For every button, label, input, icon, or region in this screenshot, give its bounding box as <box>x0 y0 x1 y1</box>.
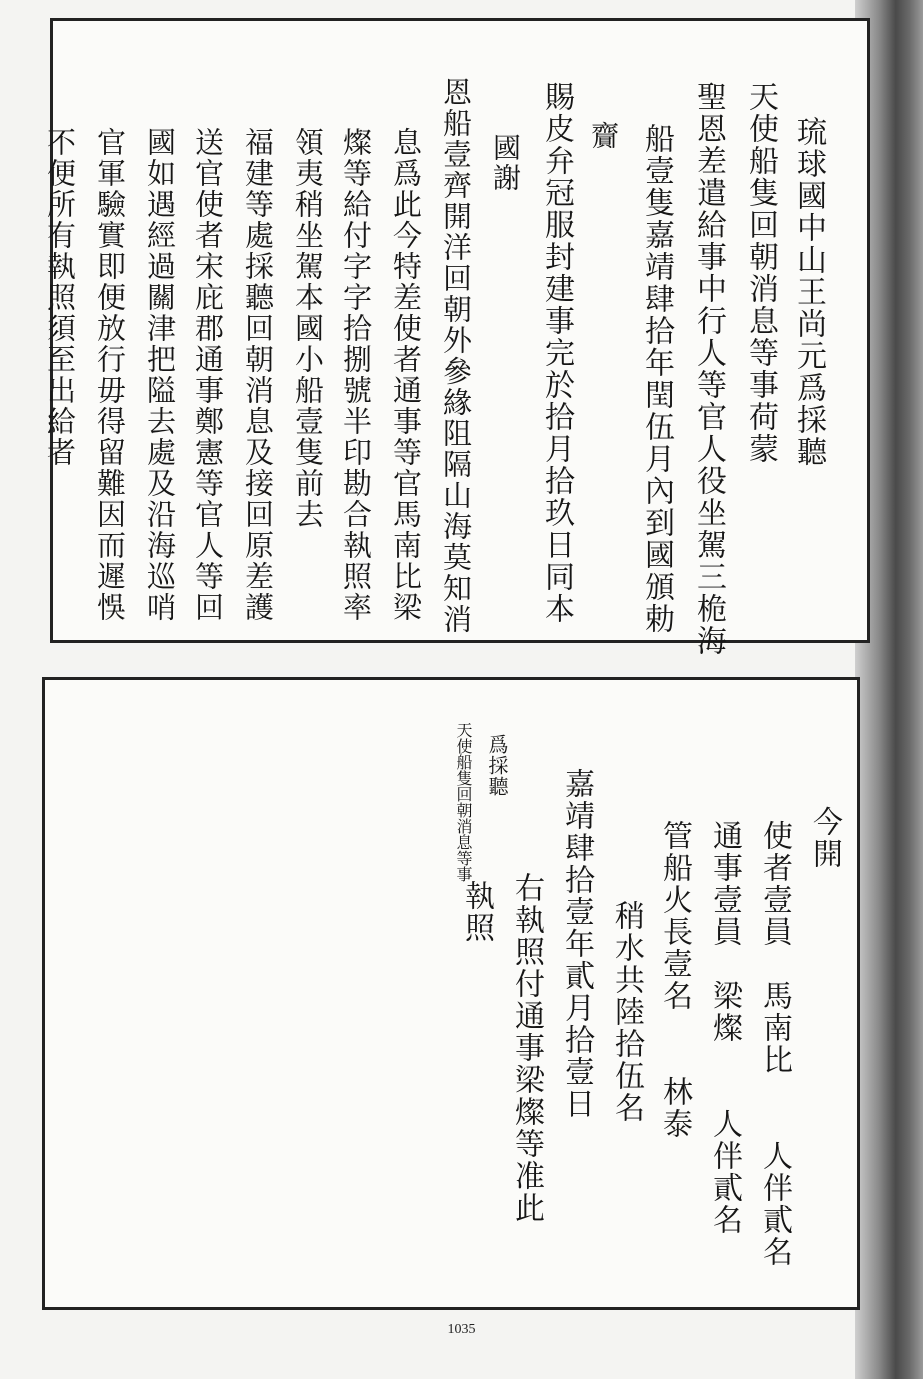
text-column: 今開 <box>807 806 842 870</box>
text-column: 齎 <box>587 121 620 151</box>
text-column: 不便所有執照須至出給者 <box>43 127 77 468</box>
note-heading: 爲採聽 <box>485 734 509 797</box>
text-column: 國如遇經過關津把隘去處及沿海巡哨 <box>143 127 177 623</box>
text-column: 稍水共陸拾伍名 <box>609 900 644 1124</box>
text-column: 右執照付通事梁燦等准此 <box>509 872 544 1224</box>
text-column: 賜皮弁冠服封建事完於拾月拾玖日同本 <box>539 81 574 625</box>
text-column: 船壹隻嘉靖肆拾年閏伍月內到國頒勅 <box>639 123 674 635</box>
text-column: 使者壹員 馬南比 人伴貳名 <box>757 820 792 1268</box>
text-column: 官軍驗實即便放行毋得留難因而遲悞 <box>93 127 127 623</box>
page-number: 1035 <box>447 1322 476 1337</box>
text-column: 國謝 <box>489 133 522 193</box>
text-column: 送官使者宋庇郡通事鄭憲等官人等回 <box>191 127 225 623</box>
document-panel-bottom <box>42 677 860 1310</box>
text-column: 管船火長壹名 林泰 <box>657 820 692 1140</box>
note-subject: 天使船隻回朝消息等事 <box>454 722 473 882</box>
text-column: 嘉靖肆拾壹年貳月拾壹日 <box>559 768 594 1120</box>
document-panel-top <box>43 18 870 657</box>
text-column: 福建等處採聽回朝消息及接回原差護 <box>241 127 275 623</box>
text-column: 恩船壹齊開洋回朝外參緣阻隔山海莫知消 <box>439 77 473 635</box>
text-column: 息爲此今特差使者通事等官馬南比梁 <box>389 127 423 623</box>
text-column: 通事壹員 梁燦 人伴貳名 <box>707 820 742 1236</box>
text-column: 領夷稍坐駕本國小船壹隻前去 <box>291 127 325 530</box>
text-column: 燦等給付字字拾捌號半印勘合執照率 <box>339 127 373 623</box>
text-column: 琉球國中山王尚元爲採聽 <box>791 116 826 468</box>
text-column: 天使船隻回朝消息等事荷蒙 <box>743 81 778 465</box>
text-column: 執照 <box>459 880 494 944</box>
text-column: 聖恩差遣給事中行人等官人役坐駕三桅海 <box>691 81 726 657</box>
